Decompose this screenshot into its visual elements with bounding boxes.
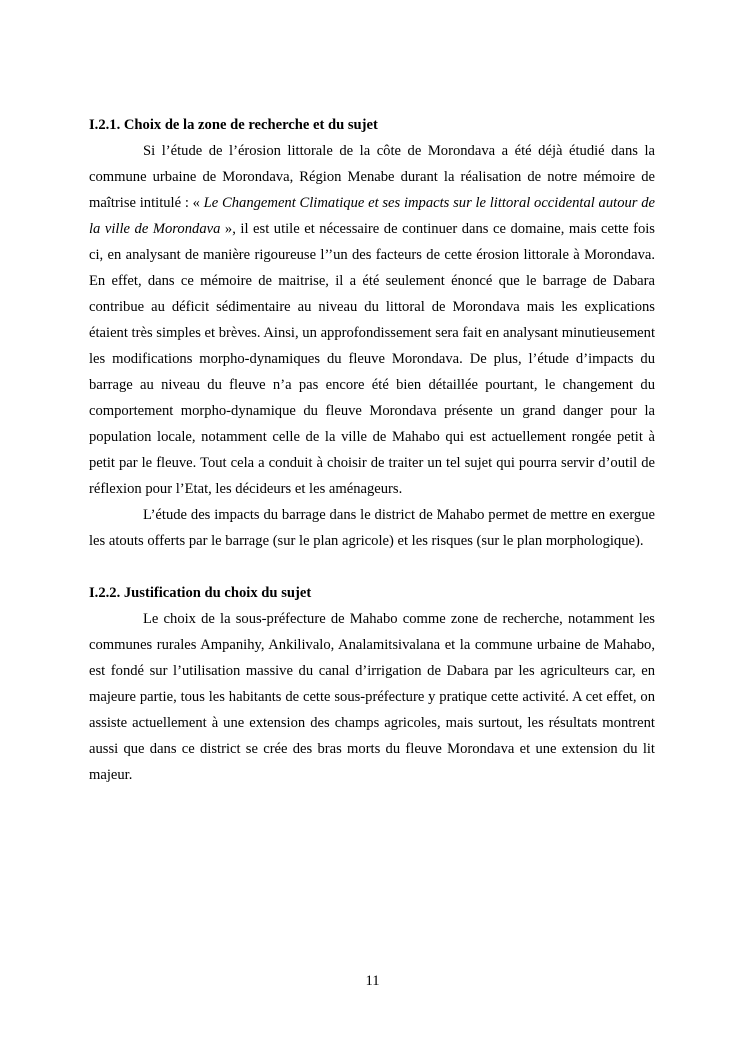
paragraph-text: », il est utile et nécessaire de continuer dans ce domaine, mais cette fois ci, en analysant de manière rigoureuse l’’un des facteurs de cette érosion littorale à Morondava. En effet, dans ce mémoire de maitrise, il a été seulement énoncé que le barrage de Dabara contribue au déficit sédimentaire au niveau du littoral de Morondava mais les explications étaient très simples et brèves. Ainsi, un approfondissement sera fait en analysant minutieusement les modifications morpho-dynamiques du fleuve Morondava. De plus, l’étude d’impacts du barrage au niveau du fleuve n’a pas encore été bien détaillée pourtant, le changement du comportement morpho-dynamique du fleuve Morondava présente un grand danger pour la population locale, notamment celle de la ville de Mahabo qui est actuellement rongée petit à petit par le fleuve. Tout cela a conduit à choisir de traiter un tel sujet qui pourra servir d’outil de réflexion pour l’Etat, les décideurs et les aménageurs. [89,221,655,497]
document-body [89,112,655,788]
paragraph-etude-impacts: L’étude des impacts du barrage dans le district de Mahabo permet de mettre en exergue les atouts offerts par le barrage (sur le plan agricole) et les risques (sur le plan morphologique). [89,507,655,549]
memoir-title: Le Changement Climatique et ses impacts sur le littoral occidental autour de la ville de Morondava [89,195,655,237]
section-heading-justification: I.2.2. Justification du choix du sujet [89,585,312,601]
paragraph-erosion-littorale [89,138,655,502]
section-spacer [89,554,655,580]
paragraph-justification: Le choix de la sous-préfecture de Mahabo comme zone de recherche, notamment les communes rurales Ampanihy, Ankilivalo, Analamitsivalana et la commune urbaine de Mahabo, est fondé sur l’utilisation massive du canal d’irrigation de Dabara par les agriculteurs car, en majeure partie, tous les habitants de cette sous-préfecture y pratique cette activité. A cet effet, on assiste actuellement à une extension des champs agricoles, mais surtout, les résultats montrent aussi que dans ce district se crée des bras morts du fleuve Morondava et une extension du lit majeur. [89,611,655,783]
paragraph-text: Si l’étude de l’érosion littorale de la côte de Morondava a été déjà étudié dans la commune urbaine de Morondava, Région Menabe durant la réalisation de notre mémoire de maîtrise intitulé : « [89,143,655,211]
section-heading-choix-zone: I.2.1. Choix de la zone de recherche et du sujet [89,117,378,133]
page-number: 11 [365,973,380,989]
